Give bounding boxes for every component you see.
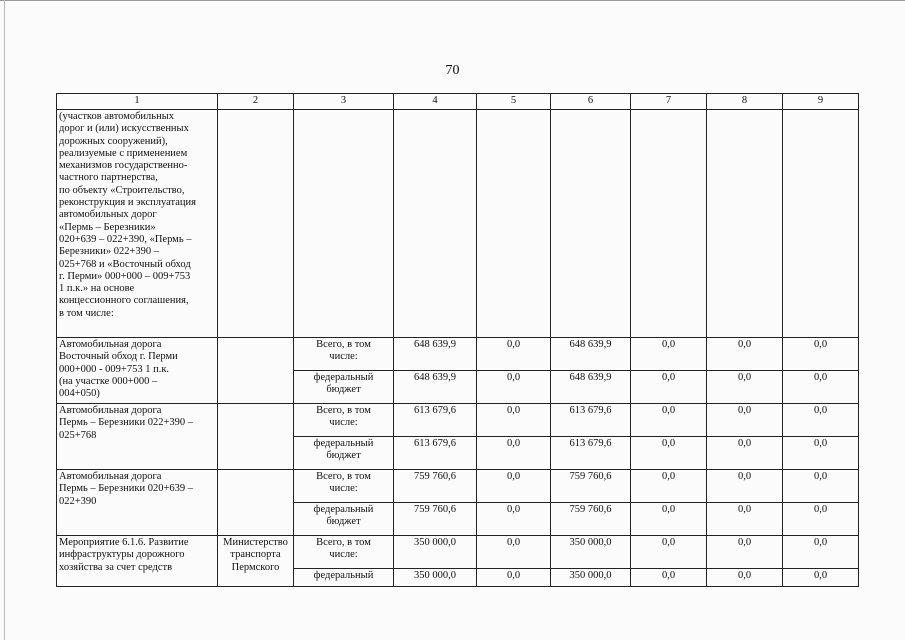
value-cell: 0,0 <box>707 536 783 569</box>
value-cell: 0,0 <box>631 536 707 569</box>
funding-source: федеральный бюджет <box>294 503 394 536</box>
value-cell: 759 760,6 <box>551 470 631 503</box>
value-cell: 350 000,0 <box>394 536 477 569</box>
table-cell <box>551 110 631 338</box>
table-cell <box>783 110 859 338</box>
object-name: Мероприятие 6.1.6. Развитие инфраструктуры дорожного хозяйства за счет средств <box>57 536 218 587</box>
funding-source: Всего, в том числе: <box>294 536 394 569</box>
object-name: Автомобильная дорога Пермь – Березники 022+390 – 025+768 <box>57 404 218 470</box>
column-header: 1 <box>57 94 218 110</box>
value-cell: 0,0 <box>783 371 859 404</box>
column-header: 9 <box>783 94 859 110</box>
value-cell: 0,0 <box>631 371 707 404</box>
table-cell <box>294 110 394 338</box>
column-header: 3 <box>294 94 394 110</box>
value-cell: 0,0 <box>783 503 859 536</box>
value-cell: 613 679,6 <box>394 437 477 470</box>
value-cell: 0,0 <box>783 338 859 371</box>
column-header: 2 <box>218 94 294 110</box>
value-cell: 350 000,0 <box>551 569 631 587</box>
value-cell: 648 639,9 <box>551 338 631 371</box>
value-cell: 613 679,6 <box>394 404 477 437</box>
column-header: 4 <box>394 94 477 110</box>
table-row <box>57 470 859 503</box>
column-number-row <box>57 94 859 110</box>
budget-table <box>56 93 859 587</box>
funding-source: федеральный <box>294 569 394 587</box>
value-cell: 0,0 <box>477 404 551 437</box>
intro-description: (участков автомобильных дорог и (или) искусственных дорожных сооружений), реализуемые с применением механизмов государственно- частного партнерства, по объекту «Строительство, реконструкция и эксплуатация автомобильных дорог «Пермь – Березники» 020+639 – 022+390, «Пермь – Березники» 022+390 – 025+768 и «Восточный обход г. Перми» 000+000 – 009+753 1 п.к.» на основе концессионного соглашения, в том числе: <box>57 110 218 338</box>
value-cell: 759 760,6 <box>551 503 631 536</box>
value-cell: 0,0 <box>707 503 783 536</box>
table-cell <box>631 110 707 338</box>
scan-edge-top <box>0 0 905 3</box>
funding-source: Всего, в том числе: <box>294 338 394 371</box>
funding-source: Всего, в том числе: <box>294 404 394 437</box>
table-row <box>57 338 859 371</box>
executor-cell <box>218 470 294 536</box>
column-header: 6 <box>551 94 631 110</box>
value-cell: 648 639,9 <box>394 338 477 371</box>
value-cell: 0,0 <box>783 536 859 569</box>
funding-source: федеральный бюджет <box>294 437 394 470</box>
value-cell: 0,0 <box>631 569 707 587</box>
value-cell: 648 639,9 <box>394 371 477 404</box>
value-cell: 0,0 <box>477 569 551 587</box>
value-cell: 759 760,6 <box>394 503 477 536</box>
value-cell: 0,0 <box>477 503 551 536</box>
column-header: 5 <box>477 94 551 110</box>
object-name: Автомобильная дорога Восточный обход г. Перми 000+000 - 009+753 1 п.к. (на участке 000+000 – 004+050) <box>57 338 218 404</box>
value-cell: 0,0 <box>477 437 551 470</box>
table-cell <box>394 110 477 338</box>
table-cell <box>477 110 551 338</box>
value-cell: 0,0 <box>631 338 707 371</box>
value-cell: 0,0 <box>477 536 551 569</box>
executor-cell: Министерство транспорта Пермского <box>218 536 294 587</box>
value-cell: 0,0 <box>631 437 707 470</box>
scan-edge-left <box>4 0 5 640</box>
value-cell: 648 639,9 <box>551 371 631 404</box>
executor-cell <box>218 404 294 470</box>
value-cell: 350 000,0 <box>394 569 477 587</box>
value-cell: 0,0 <box>783 569 859 587</box>
value-cell: 613 679,6 <box>551 404 631 437</box>
value-cell: 350 000,0 <box>551 536 631 569</box>
value-cell: 0,0 <box>783 437 859 470</box>
value-cell: 0,0 <box>707 338 783 371</box>
value-cell: 0,0 <box>477 338 551 371</box>
value-cell: 0,0 <box>783 470 859 503</box>
column-header: 8 <box>707 94 783 110</box>
value-cell: 0,0 <box>477 470 551 503</box>
table-row <box>57 536 859 569</box>
table-cell <box>707 110 783 338</box>
page-number: 70 <box>445 63 460 78</box>
value-cell: 0,0 <box>707 569 783 587</box>
value-cell: 0,0 <box>707 470 783 503</box>
value-cell: 0,0 <box>631 503 707 536</box>
column-header: 7 <box>631 94 707 110</box>
value-cell: 0,0 <box>631 404 707 437</box>
funding-source: федеральный бюджет <box>294 371 394 404</box>
value-cell: 613 679,6 <box>551 437 631 470</box>
value-cell: 0,0 <box>783 404 859 437</box>
value-cell: 0,0 <box>631 470 707 503</box>
value-cell: 0,0 <box>707 437 783 470</box>
value-cell: 759 760,6 <box>394 470 477 503</box>
table-row <box>57 404 859 437</box>
value-cell: 0,0 <box>477 371 551 404</box>
object-name: Автомобильная дорога Пермь – Березники 020+639 – 022+390 <box>57 470 218 536</box>
value-cell: 0,0 <box>707 404 783 437</box>
value-cell: 0,0 <box>707 371 783 404</box>
table-cell <box>218 110 294 338</box>
table-row <box>57 110 859 338</box>
executor-cell <box>218 338 294 404</box>
funding-source: Всего, в том числе: <box>294 470 394 503</box>
